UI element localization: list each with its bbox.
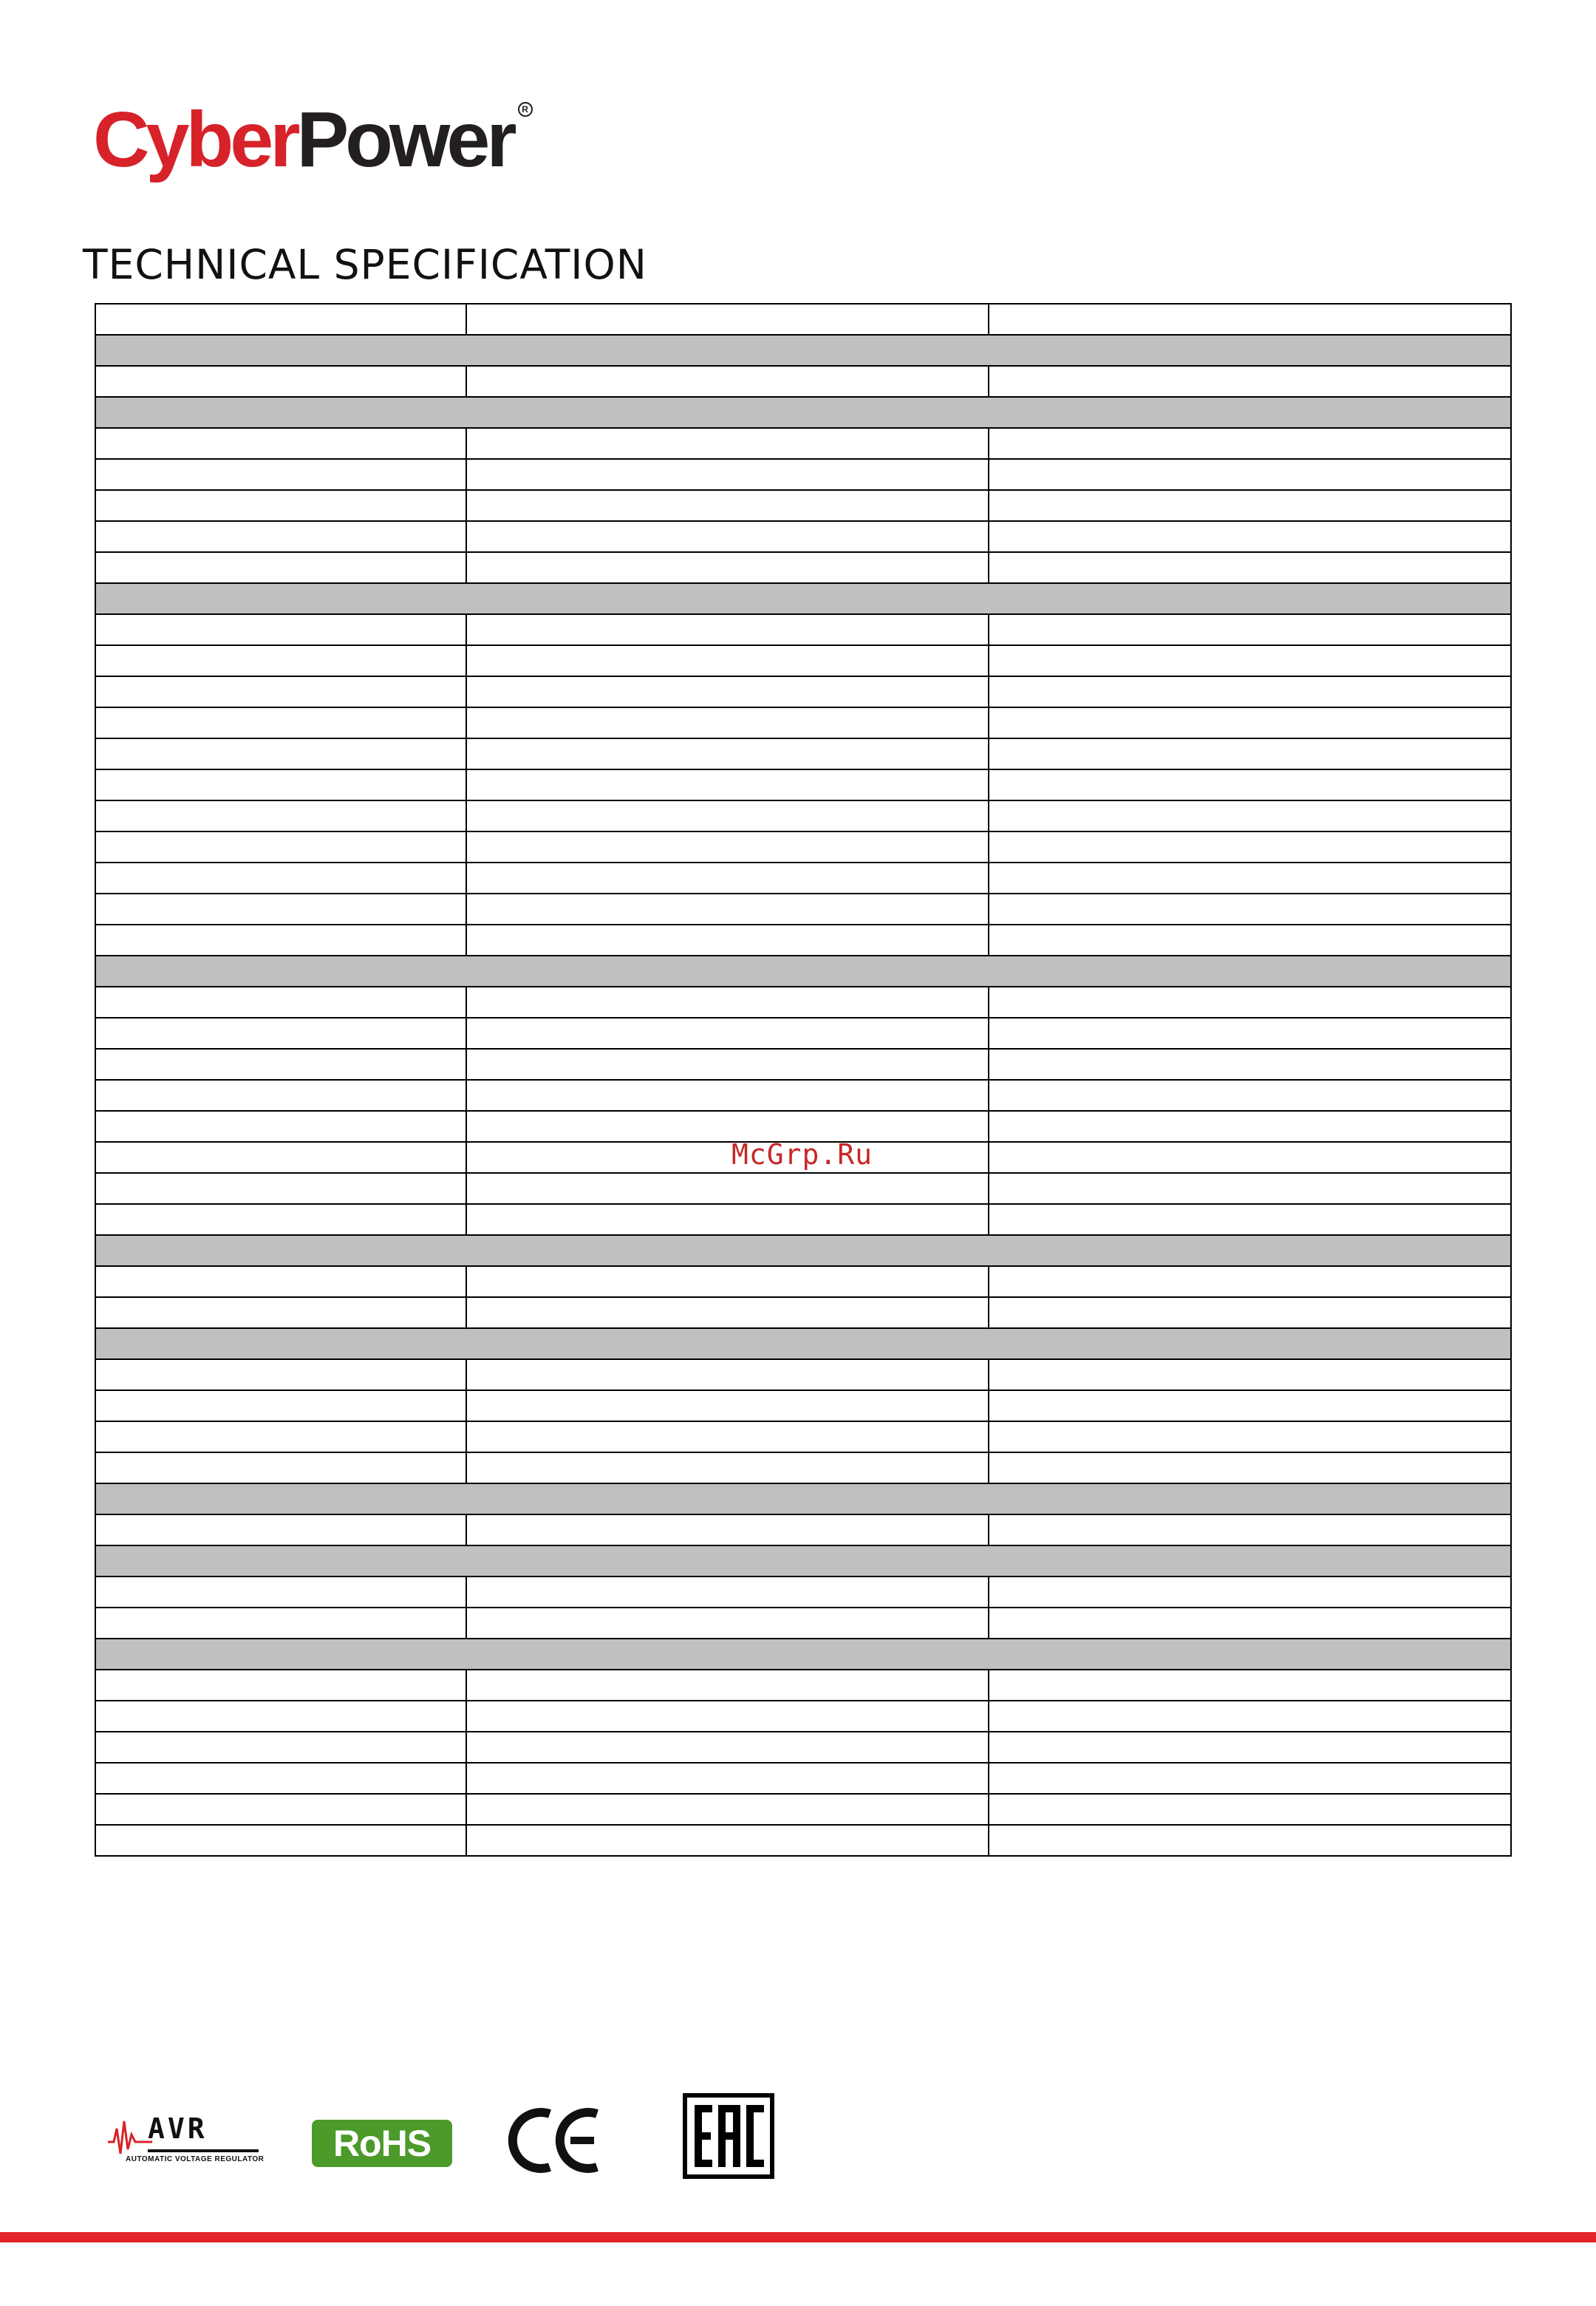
spec-cell	[466, 738, 989, 769]
spec-row	[95, 1452, 1511, 1483]
spec-cell	[95, 1452, 466, 1483]
spec-row	[95, 1670, 1511, 1701]
spec-table	[95, 303, 1512, 1857]
spec-cell	[989, 1080, 1511, 1111]
spec-cell	[95, 925, 466, 956]
spec-row	[95, 1080, 1511, 1111]
spec-cell	[989, 1514, 1511, 1545]
spec-section-header-row	[95, 1545, 1511, 1577]
spec-cell	[95, 987, 466, 1018]
spec-cell	[466, 1514, 989, 1545]
spec-row	[95, 304, 1511, 335]
spec-cell	[466, 1297, 989, 1328]
spec-cell	[989, 738, 1511, 769]
spec-cell	[989, 1794, 1511, 1825]
spec-section-header-row	[95, 583, 1511, 614]
spec-cell	[466, 800, 989, 831]
spec-table-body	[95, 304, 1511, 1856]
spec-cell	[989, 987, 1511, 1018]
spec-cell	[95, 1670, 466, 1701]
spec-cell	[95, 1297, 466, 1328]
spec-section-header-row	[95, 335, 1511, 366]
spec-row	[95, 1577, 1511, 1608]
section-header-cell	[95, 335, 1511, 366]
spec-cell	[466, 1049, 989, 1080]
registered-mark-icon: R	[518, 102, 533, 117]
spec-cell	[466, 707, 989, 738]
section-header-cell	[95, 1328, 1511, 1359]
spec-cell	[466, 1452, 989, 1483]
spec-cell	[466, 1080, 989, 1111]
spec-section-header-row	[95, 956, 1511, 987]
spec-row	[95, 1514, 1511, 1545]
spec-cell	[95, 1608, 466, 1639]
spec-cell	[95, 769, 466, 800]
spec-cell	[989, 1608, 1511, 1639]
spec-cell	[466, 925, 989, 956]
spec-cell	[466, 1763, 989, 1794]
spec-cell	[95, 614, 466, 645]
spec-row	[95, 552, 1511, 583]
logo-power-text: Power	[296, 96, 514, 183]
spec-cell	[989, 1825, 1511, 1856]
spec-cell	[989, 1297, 1511, 1328]
spec-cell	[95, 800, 466, 831]
spec-cell	[989, 1421, 1511, 1452]
spec-cell	[95, 1018, 466, 1049]
spec-row	[95, 800, 1511, 831]
spec-cell	[95, 1794, 466, 1825]
spec-cell	[466, 1608, 989, 1639]
spec-row	[95, 987, 1511, 1018]
spec-row	[95, 1825, 1511, 1856]
spec-cell	[95, 1359, 466, 1390]
spec-cell	[95, 1204, 466, 1235]
page-title: TECHNICAL SPECIFICATION	[83, 241, 647, 288]
rohs-certification-logo	[312, 2120, 452, 2167]
spec-cell	[466, 1794, 989, 1825]
spec-cell	[466, 1421, 989, 1452]
spec-cell	[95, 1763, 466, 1794]
spec-cell	[466, 614, 989, 645]
avr-label: AVR	[148, 2112, 208, 2145]
spec-cell	[466, 1577, 989, 1608]
spec-row	[95, 1732, 1511, 1763]
spec-cell	[466, 490, 989, 521]
spec-section-header-row	[95, 1235, 1511, 1266]
spec-cell	[466, 1173, 989, 1204]
spec-row	[95, 1390, 1511, 1421]
avr-sub-label: AUTOMATIC VOLTAGE REGULATOR	[126, 2155, 265, 2163]
spec-cell	[989, 707, 1511, 738]
spec-cell	[466, 1018, 989, 1049]
spec-row	[95, 894, 1511, 925]
spec-cell	[466, 676, 989, 707]
section-header-cell	[95, 583, 1511, 614]
footer-red-line	[0, 2232, 1596, 2242]
spec-section-header-row	[95, 1639, 1511, 1670]
spec-cell	[466, 1266, 989, 1297]
spec-cell	[95, 459, 466, 490]
spec-cell	[95, 490, 466, 521]
spec-cell	[989, 1390, 1511, 1421]
spec-cell	[466, 987, 989, 1018]
spec-cell	[95, 1142, 466, 1173]
spec-row	[95, 645, 1511, 676]
spec-row	[95, 738, 1511, 769]
spec-cell	[989, 800, 1511, 831]
spec-cell	[466, 1670, 989, 1701]
spec-cell	[989, 863, 1511, 894]
spec-cell	[95, 831, 466, 863]
spec-cell	[466, 894, 989, 925]
section-header-cell	[95, 956, 1511, 987]
spec-section-header-row	[95, 1328, 1511, 1359]
spec-row	[95, 769, 1511, 800]
spec-cell	[989, 459, 1511, 490]
spec-cell	[989, 1670, 1511, 1701]
spec-cell	[95, 1732, 466, 1763]
section-header-cell	[95, 1235, 1511, 1266]
spec-row	[95, 1173, 1511, 1204]
spec-cell	[466, 1142, 989, 1173]
spec-cell	[466, 1111, 989, 1142]
watermark: McGrp.Ru	[732, 1138, 873, 1171]
spec-cell	[466, 1825, 989, 1856]
spec-cell	[989, 1173, 1511, 1204]
spec-cell	[989, 925, 1511, 956]
ce-mark-icon	[507, 2103, 603, 2177]
section-header-cell	[95, 397, 1511, 428]
spec-cell	[95, 1577, 466, 1608]
spec-row	[95, 490, 1511, 521]
spec-row	[95, 521, 1511, 552]
spec-row	[95, 1794, 1511, 1825]
spec-cell	[466, 1390, 989, 1421]
spec-cell	[466, 769, 989, 800]
spec-row	[95, 707, 1511, 738]
spec-cell	[95, 707, 466, 738]
spec-cell	[95, 304, 466, 335]
spec-row	[95, 366, 1511, 397]
spec-cell	[95, 552, 466, 583]
spec-row	[95, 676, 1511, 707]
cyberpower-logo	[93, 92, 528, 188]
spec-cell	[989, 1018, 1511, 1049]
spec-cell	[466, 645, 989, 676]
spec-row	[95, 1701, 1511, 1732]
spec-cell	[989, 831, 1511, 863]
spec-row	[95, 1111, 1511, 1142]
spec-section-header-row	[95, 397, 1511, 428]
spec-cell	[989, 1452, 1511, 1483]
avr-underline	[148, 2149, 259, 2152]
spec-cell	[95, 1080, 466, 1111]
spec-cell	[95, 863, 466, 894]
spec-cell	[989, 1577, 1511, 1608]
spec-cell	[95, 1390, 466, 1421]
rohs-label: RoHS	[332, 2123, 432, 2164]
logo-cyber-text: Cyber	[93, 96, 297, 183]
spec-cell	[466, 1701, 989, 1732]
spec-cell	[466, 428, 989, 459]
spec-row	[95, 1297, 1511, 1328]
spec-cell	[95, 1701, 466, 1732]
spec-cell	[95, 1173, 466, 1204]
spec-row	[95, 1204, 1511, 1235]
spec-cell	[989, 1701, 1511, 1732]
spec-cell	[989, 521, 1511, 552]
spec-cell	[989, 366, 1511, 397]
spec-cell	[466, 1359, 989, 1390]
spec-cell	[466, 831, 989, 863]
avr-certification-logo	[108, 2111, 263, 2170]
spec-cell	[989, 769, 1511, 800]
spec-section-header-row	[95, 1483, 1511, 1514]
spec-row	[95, 1359, 1511, 1390]
spec-cell	[95, 1825, 466, 1856]
spec-row	[95, 925, 1511, 956]
spec-cell	[989, 645, 1511, 676]
spec-cell	[95, 676, 466, 707]
spec-cell	[95, 1111, 466, 1142]
section-header-cell	[95, 1639, 1511, 1670]
spec-cell	[466, 552, 989, 583]
spec-cell	[989, 1049, 1511, 1080]
spec-cell	[95, 1049, 466, 1080]
spec-cell	[466, 863, 989, 894]
spec-cell	[989, 1732, 1511, 1763]
spec-row	[95, 1421, 1511, 1452]
spec-cell	[95, 645, 466, 676]
spec-cell	[466, 304, 989, 335]
section-header-cell	[95, 1483, 1511, 1514]
spec-cell	[989, 1763, 1511, 1794]
spec-cell	[989, 428, 1511, 459]
spec-cell	[466, 459, 989, 490]
spec-cell	[989, 1266, 1511, 1297]
spec-cell	[95, 521, 466, 552]
spec-row	[95, 831, 1511, 863]
spec-row	[95, 1763, 1511, 1794]
spec-cell	[989, 1359, 1511, 1390]
section-header-cell	[95, 1545, 1511, 1577]
spec-cell	[989, 1204, 1511, 1235]
spec-cell	[95, 894, 466, 925]
spec-cell	[989, 1142, 1511, 1173]
spec-row	[95, 459, 1511, 490]
spec-cell	[989, 614, 1511, 645]
spec-row	[95, 1049, 1511, 1080]
spec-cell	[95, 428, 466, 459]
spec-cell	[95, 1514, 466, 1545]
spec-cell	[466, 521, 989, 552]
spec-row	[95, 1608, 1511, 1639]
spec-cell	[95, 366, 466, 397]
spec-cell	[989, 676, 1511, 707]
spec-cell	[466, 1732, 989, 1763]
spec-row	[95, 1018, 1511, 1049]
spec-row	[95, 1266, 1511, 1297]
ce-mark-logo	[507, 2103, 603, 2177]
spec-cell	[466, 1204, 989, 1235]
spec-cell	[989, 894, 1511, 925]
spec-cell	[989, 304, 1511, 335]
spec-cell	[466, 366, 989, 397]
spec-cell	[989, 490, 1511, 521]
spec-cell	[95, 1421, 466, 1452]
spec-cell	[989, 552, 1511, 583]
eac-mark-icon	[687, 2098, 770, 2174]
spec-row	[95, 863, 1511, 894]
spec-cell	[95, 738, 466, 769]
eac-certification-logo	[683, 2093, 774, 2179]
spec-cell	[989, 1111, 1511, 1142]
spec-cell	[95, 1266, 466, 1297]
spec-row	[95, 614, 1511, 645]
spec-row	[95, 428, 1511, 459]
